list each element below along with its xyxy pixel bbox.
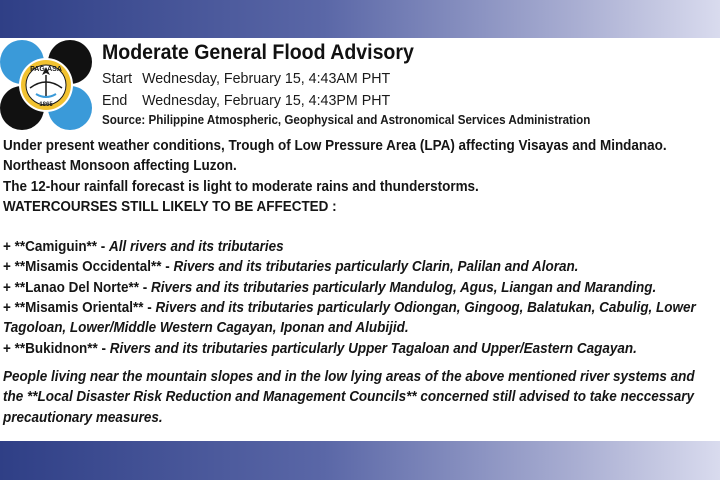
pagasa-logo (0, 40, 92, 130)
advisory-title: Moderate General Flood Advisory (102, 41, 414, 64)
province-description: Rivers and its tributaries particularly Mandulog, Agus, Liangan and Maranding. (151, 279, 657, 296)
start-label: Start (102, 70, 133, 87)
province-name: + **Camiguin** - (3, 239, 110, 256)
province-description: Rivers and its tributaries particularly Clarin, Palilan and Aloran. (173, 259, 579, 276)
intro-line-1: Under present weather conditions, Trough of Low Pressure Area (LPA) affecting Visayas and Mindanao. (3, 138, 667, 154)
end-value: Wednesday, February 15, 4:43PM PHT (142, 92, 391, 109)
province-name: + **Misamis Oriental** - (3, 300, 156, 317)
province-name: + **Bukidnon** - (3, 340, 110, 357)
logo-text: PAG-ASA (30, 66, 62, 73)
closing-line-3: precautionary measures. (3, 409, 163, 426)
list-item (3, 278, 669, 298)
list-item (3, 257, 669, 277)
watercourses-heading: WATERCOURSES STILL LIKELY TO BE AFFECTED : (3, 198, 337, 215)
province-description: Rivers and its tributaries particularly Upper Tagaloan and Upper/Eastern Cagayan. (109, 340, 637, 357)
end-label: End (102, 92, 128, 109)
province-description: All rivers and its tributaries (109, 239, 284, 256)
intro-line-3: The 12-hour rainfall forecast is light to moderate rains and thunderstorms. (3, 178, 479, 195)
province-description: Rivers and its tributaries particularly Odiongan, Gingoog, Balatukan, Cabulig, Lower (155, 300, 696, 317)
end-time (102, 92, 390, 109)
intro-line-2: Northeast Monsoon affecting Luzon. (3, 158, 237, 175)
province-name: + **Lanao Del Norte** - (3, 279, 152, 296)
list-item (3, 237, 669, 257)
start-value: Wednesday, February 15, 4:43AM PHT (142, 70, 391, 87)
list-item (3, 298, 696, 318)
closing-line-2: the **Local Disaster Risk Reduction and Management Councils** concerned still advised to take neccessary (3, 389, 694, 406)
province-name: + **Misamis Occidental** - (3, 259, 174, 276)
top-banner (0, 0, 720, 38)
bottom-banner (0, 441, 720, 480)
logo-year: 1865 (39, 102, 53, 108)
start-time (102, 70, 390, 87)
list-item (3, 339, 669, 359)
advisory-body (3, 136, 719, 428)
province-description-continued: Tagoloan, Lower/Middle Western Cagayan, Iponan and Alubijid. (3, 320, 409, 337)
source-line: Source: Philippine Atmospheric, Geophysical and Astronomical Services Administration (102, 113, 591, 127)
closing-line-1: People living near the mountain slopes and in the low lying areas of the above mentioned river systems and (3, 368, 695, 385)
